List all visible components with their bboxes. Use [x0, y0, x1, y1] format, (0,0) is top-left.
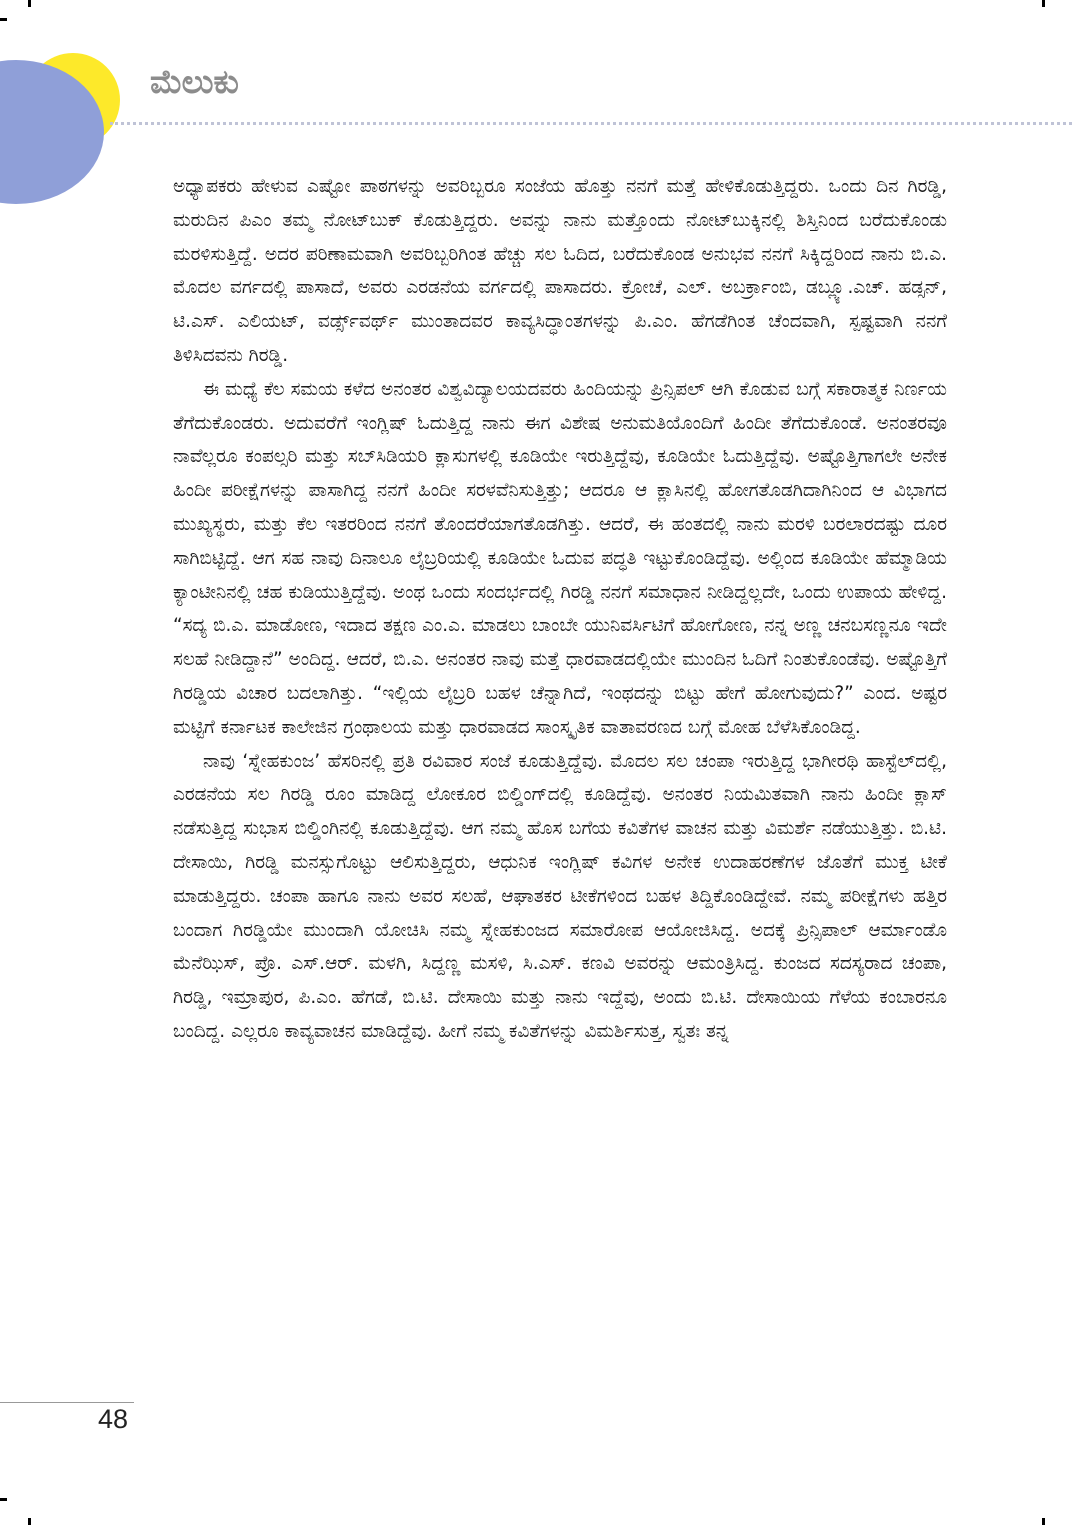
crop-mark-top-left	[0, 18, 7, 21]
paragraph-3: ನಾವು ‘ಸ್ನೇಹಕುಂಜ’ ಹೆಸರಿನಲ್ಲಿ ಪ್ರತಿ ರವಿವಾರ ಸಂಜೆ ಕೂಡುತ್ತಿದ್ದೆವು. ಮೊದಲ ಸಲ ಚಂಪಾ ಇರುತ್ತಿದ್ದ ಭಾಗೀರಥಿ ಹಾಸ್ಟೆಲ್‌ದಲ್ಲಿ, ಎರಡನೆಯ ಸಲ ಗಿರಡ್ಡಿ ರೂಂ ಮಾಡಿದ್ದ ಲೋಕೂರ ಬಿಲ್ಡಿಂಗ್‌ದಲ್ಲಿ ಕೂಡಿದ್ದೆವು. ಅನಂತರ ನಿಯಮಿತವಾಗಿ ನಾನು ಹಿಂದೀ ಕ್ಲಾಸ್ ನಡೆಸುತ್ತಿದ್ದ ಸುಭಾಸ ಬಿಲ್ಡಿಂಗಿನಲ್ಲಿ ಕೂಡುತ್ತಿದ್ದೆವು. ಆಗ ನಮ್ಮ ಹೊಸ ಬಗೆಯ ಕವಿತೆಗಳ ವಾಚನ ಮತ್ತು ವಿಮರ್ಶೆ ನಡೆಯುತ್ತಿತ್ತು. ಬಿ.ಟಿ. ದೇಸಾಯಿ, ಗಿರಡ್ಡಿ ಮನಸ್ಸುಗೊಟ್ಟು ಆಲಿಸುತ್ತಿದ್ದರು, ಆಧುನಿಕ ಇಂಗ್ಲಿಷ್ ಕವಿಗಳ ಅನೇಕ ಉದಾಹರಣೆಗಳ ಜೊತೆಗೆ ಮುಕ್ತ ಟೀಕೆ ಮಾಡುತ್ತಿದ್ದರು. ಚಂಪಾ ಹಾಗೂ ನಾನು ಅವರ ಸಲಹೆ, ಆಘಾತಕರ ಟೀಕೆಗಳಿಂದ ಬಹಳ ತಿದ್ದಿಕೊಂಡಿದ್ದೇವೆ. ನಮ್ಮ ಪರೀಕ್ಷೆಗಳು ಹತ್ತಿರ ಬಂದಾಗ ಗಿರಡ್ಡಿಯೇ ಮುಂದಾಗಿ ಯೋಚಿಸಿ ನಮ್ಮ ಸ್ನೇಹಕುಂಜದ ಸಮಾರೋಪ ಆಯೋಜಿಸಿದ್ದ. ಅದಕ್ಕೆ ಪ್ರಿನ್ಸಿಪಾಲ್ ಆರ್ಮಾಂಡೊ ಮೆನೆಝಿಸ್, ಪ್ರೊ. ಎಸ್.ಆರ್. ಮಳಗಿ, ಸಿದ್ದಣ್ಣ ಮಸಳಿ, ಸಿ.ಎಸ್. ಕಣವಿ ಅವರನ್ನು ಆಮಂತ್ರಿಸಿದ್ದ. ಕುಂಜದ ಸದಸ್ಯರಾದ ಚಂಪಾ, ಗಿರಡ್ಡಿ, ಇಮ್ರಾಪುರ, ಪಿ.ಎಂ. ಹೆಗಡೆ, ಬಿ.ಟಿ. ದೇಸಾಯಿ ಮತ್ತು ನಾನು ಇದ್ದೆವು, ಅಂದು ಬಿ.ಟಿ. ದೇಸಾಯಿಯ ಗೆಳೆಯ ಕಂಬಾರನೂ ಬಂದಿದ್ದ. ಎಲ್ಲರೂ ಕಾವ್ಯವಾಚನ ಮಾಡಿದ್ದೆವು. ಹೀಗೆ ನಮ್ಮ ಕವಿತೆಗಳನ್ನು ವಿಮರ್ಶಿಸುತ್ತ, ಸ್ವತಃ ತನ್ನ	[173, 750, 947, 1042]
paragraph-1: ಅಧ್ಯಾಪಕರು ಹೇಳುವ ಎಷ್ಟೋ ಪಾಠಗಳನ್ನು ಅವರಿಬ್ಬರೂ ಸಂಜೆಯ ಹೊತ್ತು ನನಗೆ ಮತ್ತೆ ಹೇಳಿಕೊಡುತ್ತಿದ್ದರು. ಒಂದು ದಿನ ಗಿರಡ್ಡಿ, ಮರುದಿನ ಪಿಎಂ ತಮ್ಮ ನೋಟ್‌ಬುಕ್ ಕೊಡುತ್ತಿದ್ದರು. ಅವನ್ನು ನಾನು ಮತ್ತೊಂದು ನೋಟ್‌ಬುಕ್ಕಿನಲ್ಲಿ ಶಿಸ್ತಿನಿಂದ ಬರೆದುಕೊಂಡು ಮರಳಿಸುತ್ತಿದ್ದೆ. ಅದರ ಪರಿಣಾಮವಾಗಿ ಅವರಿಬ್ಬರಿಗಿಂತ ಹೆಚ್ಚು ಸಲ ಓದಿದ, ಬರೆದುಕೊಂಡ ಅನುಭವ ನನಗೆ ಸಿಕ್ಕಿದ್ದರಿಂದ ನಾನು ಬಿ.ಎ. ಮೊದಲ ವರ್ಗದಲ್ಲಿ ಪಾಸಾದೆ, ಅವರು ಎರಡನೆಯ ವರ್ಗದಲ್ಲಿ ಪಾಸಾದರು. ಕ್ರೋಚೆ, ಎಲ್. ಅಬರ್ಕ್ರಾಂಬಿ, ಡಬ್ಲ್ಯೂ.ಎಚ್. ಹಡ್ಸನ್, ಟಿ.ಎಸ್. ಎಲಿಯಟ್, ವರ್ಡ್ಸ್‌ವರ್ಥ್ ಮುಂತಾದವರ ಕಾವ್ಯಸಿದ್ಧಾಂತಗಳನ್ನು ಪಿ.ಎಂ. ಹೆಗಡೆಗಿಂತ ಚೆಂದವಾಗಿ, ಸ್ಪಷ್ಟವಾಗಿ ನನಗೆ ತಿಳಿಸಿದವನು ಗಿರಡ್ಡಿ.	[173, 176, 947, 366]
crop-mark-bottom-right	[1042, 1518, 1045, 1525]
crop-mark-bottom-left	[0, 1498, 7, 1501]
header-dotted-divider	[110, 122, 1072, 125]
crop-mark-bottom-center	[28, 1518, 31, 1525]
crop-mark-top-center	[28, 0, 31, 7]
paragraph-2: ಈ ಮಧ್ಯೆ ಕೆಲ ಸಮಯ ಕಳೆದ ಅನಂತರ ವಿಶ್ವವಿದ್ಯಾಲಯದವರು ಹಿಂದಿಯನ್ನು ಪ್ರಿನ್ಸಿಪಲ್ ಆಗಿ ಕೊಡುವ ಬಗ್ಗೆ ಸಕಾರಾತ್ಮಕ ನಿರ್ಣಯ ತೆಗೆದುಕೊಂಡರು. ಅದುವರೆಗೆ ಇಂಗ್ಲಿಷ್ ಓದುತ್ತಿದ್ದ ನಾನು ಈಗ ವಿಶೇಷ ಅನುಮತಿಯೊಂದಿಗೆ ಹಿಂದೀ ತೆಗೆದುಕೊಂಡೆ. ಅನಂತರವೂ ನಾವೆಲ್ಲರೂ ಕಂಪಲ್ಸರಿ ಮತ್ತು ಸಬ್‌ಸಿಡಿಯರಿ ಕ್ಲಾಸುಗಳಲ್ಲಿ ಕೂಡಿಯೇ ಇರುತ್ತಿದ್ದೆವು, ಕೂಡಿಯೇ ಓದುತ್ತಿದ್ದೆವು. ಅಷ್ಟೊತ್ತಿಗಾಗಲೇ ಅನೇಕ ಹಿಂದೀ ಪರೀಕ್ಷೆಗಳನ್ನು ಪಾಸಾಗಿದ್ದ ನನಗೆ ಹಿಂದೀ ಸರಳವೆನಿಸುತ್ತಿತ್ತು; ಆದರೂ ಆ ಕ್ಲಾಸಿನಲ್ಲಿ ಹೋಗತೊಡಗಿದಾಗಿನಿಂದ ಆ ವಿಭಾಗದ ಮುಖ್ಯಸ್ಥರು, ಮತ್ತು ಕೆಲ ಇತರರಿಂದ ನನಗೆ ತೊಂದರೆಯಾಗತೊಡಗಿತ್ತು. ಆದರೆ, ಈ ಹಂತದಲ್ಲಿ ನಾನು ಮರಳಿ ಬರಲಾರದಷ್ಟು ದೂರ ಸಾಗಿಬಿಟ್ಟಿದ್ದೆ. ಆಗ ಸಹ ನಾವು ದಿನಾಲೂ ಲೈಬ್ರರಿಯಲ್ಲಿ ಕೂಡಿಯೇ ಓದುವ ಪದ್ಧತಿ ಇಟ್ಟುಕೊಂಡಿದ್ದೆವು. ಅಲ್ಲಿಂದ ಕೂಡಿಯೇ ಹೆಮ್ಮಾಡಿಯ ಕ್ಯಾಂಟೀನಿನಲ್ಲಿ ಚಹ ಕುಡಿಯುತ್ತಿದ್ದೆವು. ಅಂಥ ಒಂದು ಸಂದರ್ಭದಲ್ಲಿ ಗಿರಡ್ಡಿ ನನಗೆ ಸಮಾಧಾನ ನೀಡಿದ್ದಲ್ಲದೇ, ಒಂದು ಉಪಾಯ ಹೇಳಿದ್ದ. “ಸದ್ಯ ಬಿ.ಎ. ಮಾಡೋಣ, ಇದಾದ ತಕ್ಷಣ ಎಂ.ಎ. ಮಾಡಲು ಬಾಂಬೇ ಯುನಿವರ್ಸಿಟಿಗೆ ಹೋಗೋಣ, ನನ್ನ ಅಣ್ಣ ಚನಬಸಣ್ಣನೂ ಇದೇ ಸಲಹೆ ನೀಡಿದ್ದಾನೆ” ಅಂದಿದ್ದ. ಆದರೆ, ಬಿ.ಎ. ಅನಂತರ ನಾವು ಮತ್ತೆ ಧಾರವಾಡದಲ್ಲಿಯೇ ಮುಂದಿನ ಓದಿಗೆ ನಿಂತುಕೊಂಡೆವು. ಅಷ್ಟೊತ್ತಿಗೆ ಗಿರಡ್ಡಿಯ ವಿಚಾರ ಬದಲಾಗಿತ್ತು. “ಇಲ್ಲಿಯ ಲೈಬ್ರರಿ ಬಹಳ ಚೆನ್ನಾಗಿದೆ, ಇಂಥದನ್ನು ಬಿಟ್ಟು ಹೇಗೆ ಹೋಗುವುದು?” ಎಂದ. ಅಷ್ಟರ ಮಟ್ಟಿಗೆ ಕರ್ನಾಟಕ ಕಾಲೇಜಿನ ಗ್ರಂಥಾಲಯ ಮತ್ತು ಧಾರವಾಡದ ಸಾಂಸ್ಕೃತಿಕ ವಾತಾವರಣದ ಬಗ್ಗೆ ಮೋಹ ಬೆಳೆಸಿಕೊಂಡಿದ್ದ.	[173, 378, 947, 738]
page-header-title: ಮೆಲುಕು	[150, 62, 239, 101]
body-text	[173, 170, 947, 1049]
crop-mark-top-right	[1042, 0, 1045, 7]
page-number: 48	[98, 1404, 129, 1434]
